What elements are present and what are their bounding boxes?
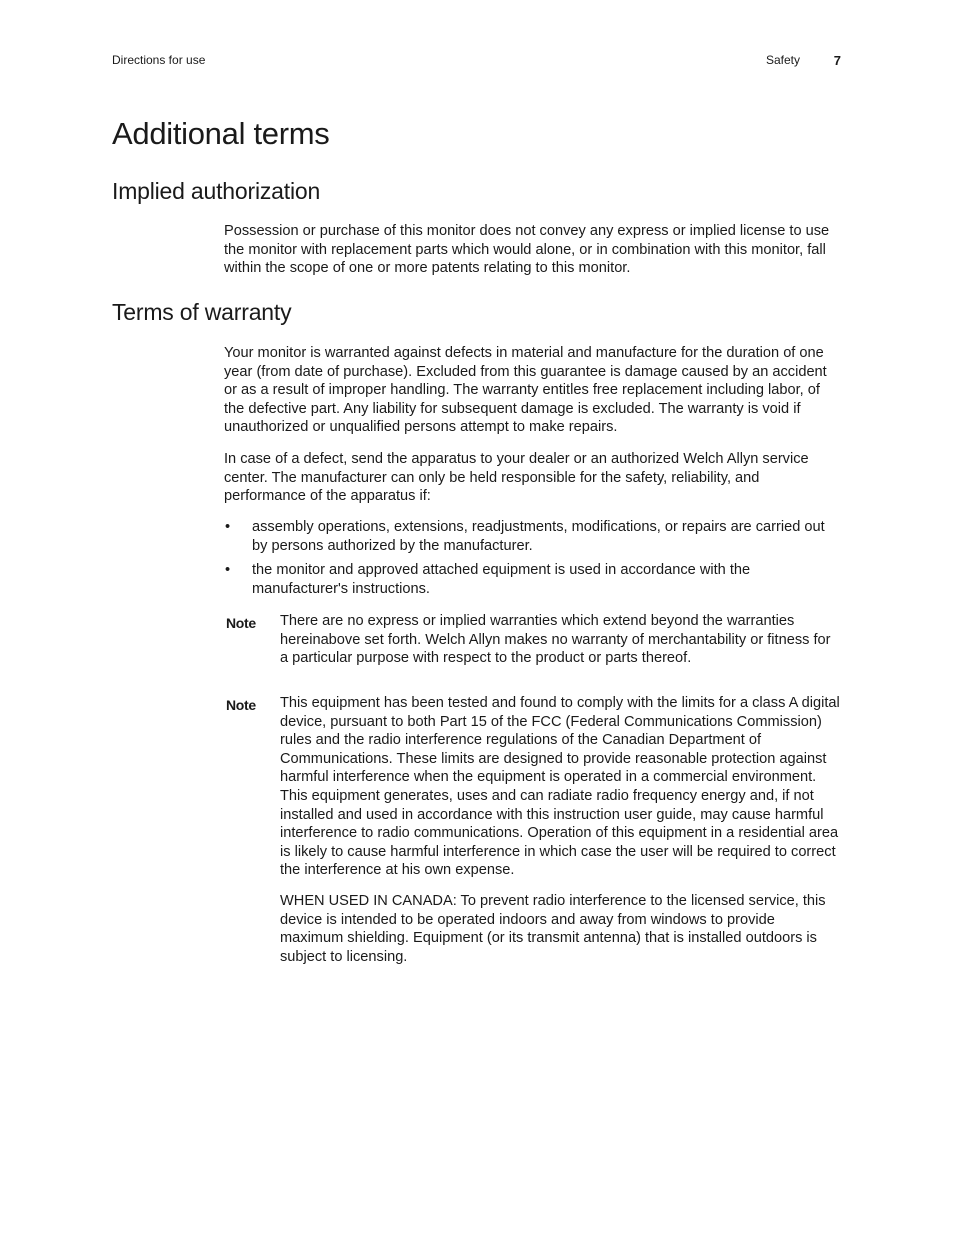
note-fcc-compliance [224, 694, 841, 966]
warranty-paragraph-2-block [224, 450, 841, 506]
warranty-paragraph-2: In case of a defect, send the apparatus to your dealer or an authorized Welch Allyn service center. The manufacturer can only be held responsible for the safety, reliability, and performance of the apparatus if: [224, 451, 809, 505]
warranty-paragraph-1-block [224, 344, 841, 437]
bullet-icon: • [225, 562, 231, 579]
page-number: 7 [833, 53, 841, 68]
note-text [280, 694, 841, 966]
note-paragraph: This equipment has been tested and found to comply with the limits for a class A digital device, pursuant to both Part 15 of the FCC (Federal Communications Commission) rules and the radio interference regulations of the Canadian Department of Communications. These limits are designed to provide reasonable protection against harmful interference when the equipment is operated in a commercial environment. This equipment generates, uses and can radiate radio frequency energy and, if not installed and used in accordance with this instruction user guide, may cause harmful interference to radio communications. Operation of this equipment in a residential area is likely to cause harmful interference in which case the user will be required to correct the interference at his own expense. [280, 695, 840, 879]
note-label: Note [226, 697, 256, 713]
bullet-icon: • [225, 519, 231, 535]
note-text [280, 612, 841, 668]
running-header [112, 53, 841, 71]
terms-of-warranty-heading: Terms of warranty [112, 299, 292, 325]
warranty-conditions-list [224, 518, 841, 598]
list-item [224, 518, 841, 555]
header-section-name: Safety [765, 53, 800, 67]
list-item [224, 561, 841, 598]
note-canada-paragraph: WHEN USED IN CANADA: To prevent radio interference to the licensed service, this device is intended to be operated indoors and away from windows to provide maximum shielding. Equipment (or its transmit antenna) that is installed outdoors is subject to licensing. [280, 892, 826, 965]
list-item-text: the monitor and approved attached equipment is used in accordance with the manufacturer's instructions. [252, 562, 751, 597]
page-title: Additional terms [112, 116, 330, 151]
implied-authorization-paragraph: Possession or purchase of this monitor does not convey any express or implied license to use the monitor with replacement parts which would alone, or in combination with this monitor, fall within the scope of one or more patents relating to this monitor. [224, 223, 830, 277]
list-item-text: assembly operations, extensions, readjustments, modifications, or repairs are carried out by persons authorized by the manufacturer. [252, 519, 825, 554]
note-paragraph: There are no express or implied warranties which extend beyond the warranties hereinabove set forth. Welch Allyn makes no warranty of merchantability or fitness for a particular purpose with respect to the product or parts thereof. [280, 613, 831, 667]
note-label: Note [226, 615, 256, 631]
header-doc-title: Directions for use [112, 53, 206, 67]
note-warranty-disclaimer [224, 612, 841, 668]
implied-authorization-heading: Implied authorization [112, 178, 321, 204]
implied-authorization-section [224, 222, 841, 278]
warranty-paragraph-1: Your monitor is warranted against defects in material and manufacture for the duration of one year (from date of purchase). Excluded from this guarantee is damage caused by an accident or as a result of improper handling. The warranty entitles free replacement including labor, of the defective part. Any liability for subsequent damage is excluded. The warranty is void if unauthorized or unqualified persons attempt to make repairs. [224, 345, 827, 436]
